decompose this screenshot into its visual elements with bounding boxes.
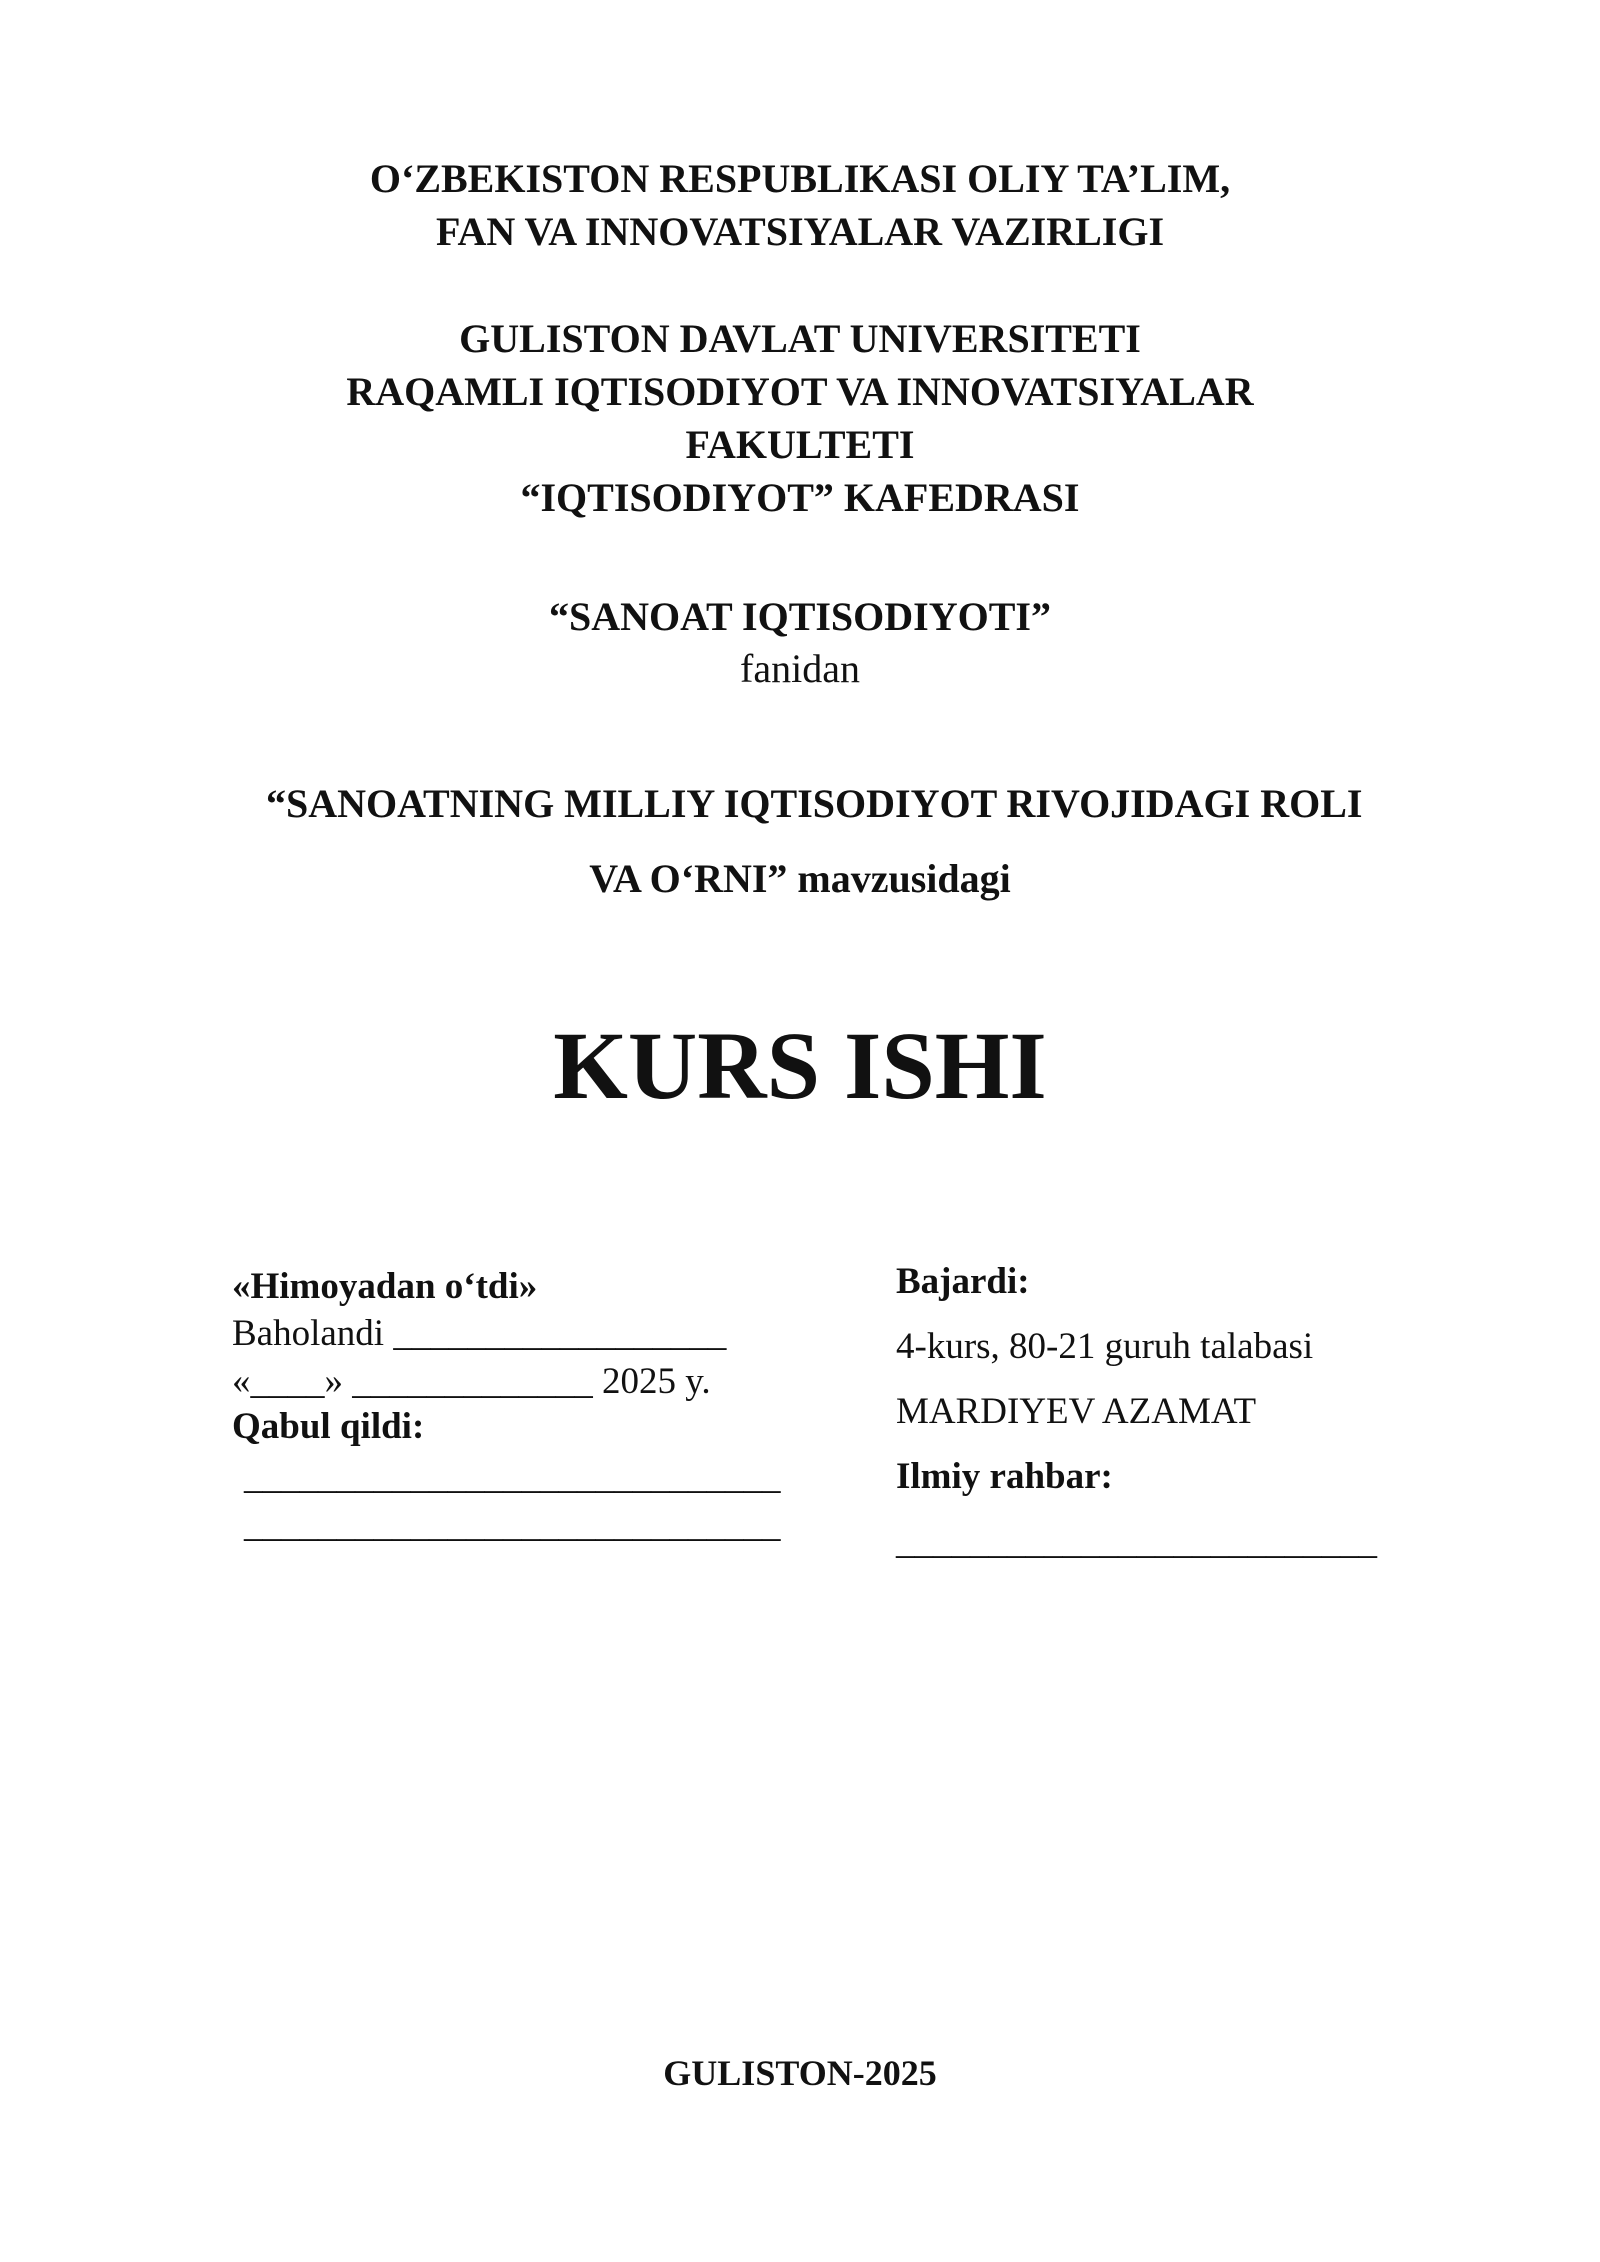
student-info: 4-kurs, 80-21 guruh talabasi — [896, 1326, 1314, 1367]
topic-line-1: “SANOATNING MILLIY IQTISODIYOT RIVOJIDAGI ROLI — [266, 781, 1363, 826]
ministry-line-1: O‘ZBEKISTON RESPUBLIKASI OLIY TA’LIM, — [369, 156, 1231, 201]
faculty-line-2: FAKULTETI — [685, 422, 915, 467]
supervisor-signature-line: __________________________ — [896, 1521, 1377, 1562]
subject-name: “SANOAT IQTISODIYOTI” — [549, 594, 1051, 639]
date-line: «____» _____________ 2025 y. — [232, 1361, 711, 1402]
performed-by-label: Bajardi: — [896, 1261, 1030, 1302]
accepted-label: Qabul qildi: — [232, 1406, 425, 1447]
supervisor-label: Ilmiy rahbar: — [896, 1456, 1113, 1497]
document-title: KURS ISHI — [553, 1012, 1047, 1119]
subject-suffix: fanidan — [740, 646, 860, 691]
department-name: “IQTISODIYOT” KAFEDRASI — [520, 475, 1080, 520]
student-name: MARDIYEV AZAMAT — [896, 1391, 1257, 1432]
university-name: GULISTON DAVLAT UNIVERSITETI — [459, 316, 1141, 361]
defended-label: «Himoyadan o‘tdi» — [232, 1266, 538, 1307]
graded-line: Baholandi __________________ — [232, 1313, 727, 1354]
ministry-line-2: FAN VA INNOVATSIYALAR VAZIRLIGI — [435, 209, 1165, 254]
accepted-signature-line-1: _____________________________ — [244, 1456, 781, 1497]
topic-line-2: VA O‘RNI” mavzusidagi — [589, 856, 1011, 901]
faculty-line-1: RAQAMLI IQTISODIYOT VA INNOVATSIYALAR — [346, 369, 1254, 414]
city-year: GULISTON-2025 — [663, 2053, 937, 2093]
accepted-signature-line-2: _____________________________ — [244, 1504, 781, 1545]
